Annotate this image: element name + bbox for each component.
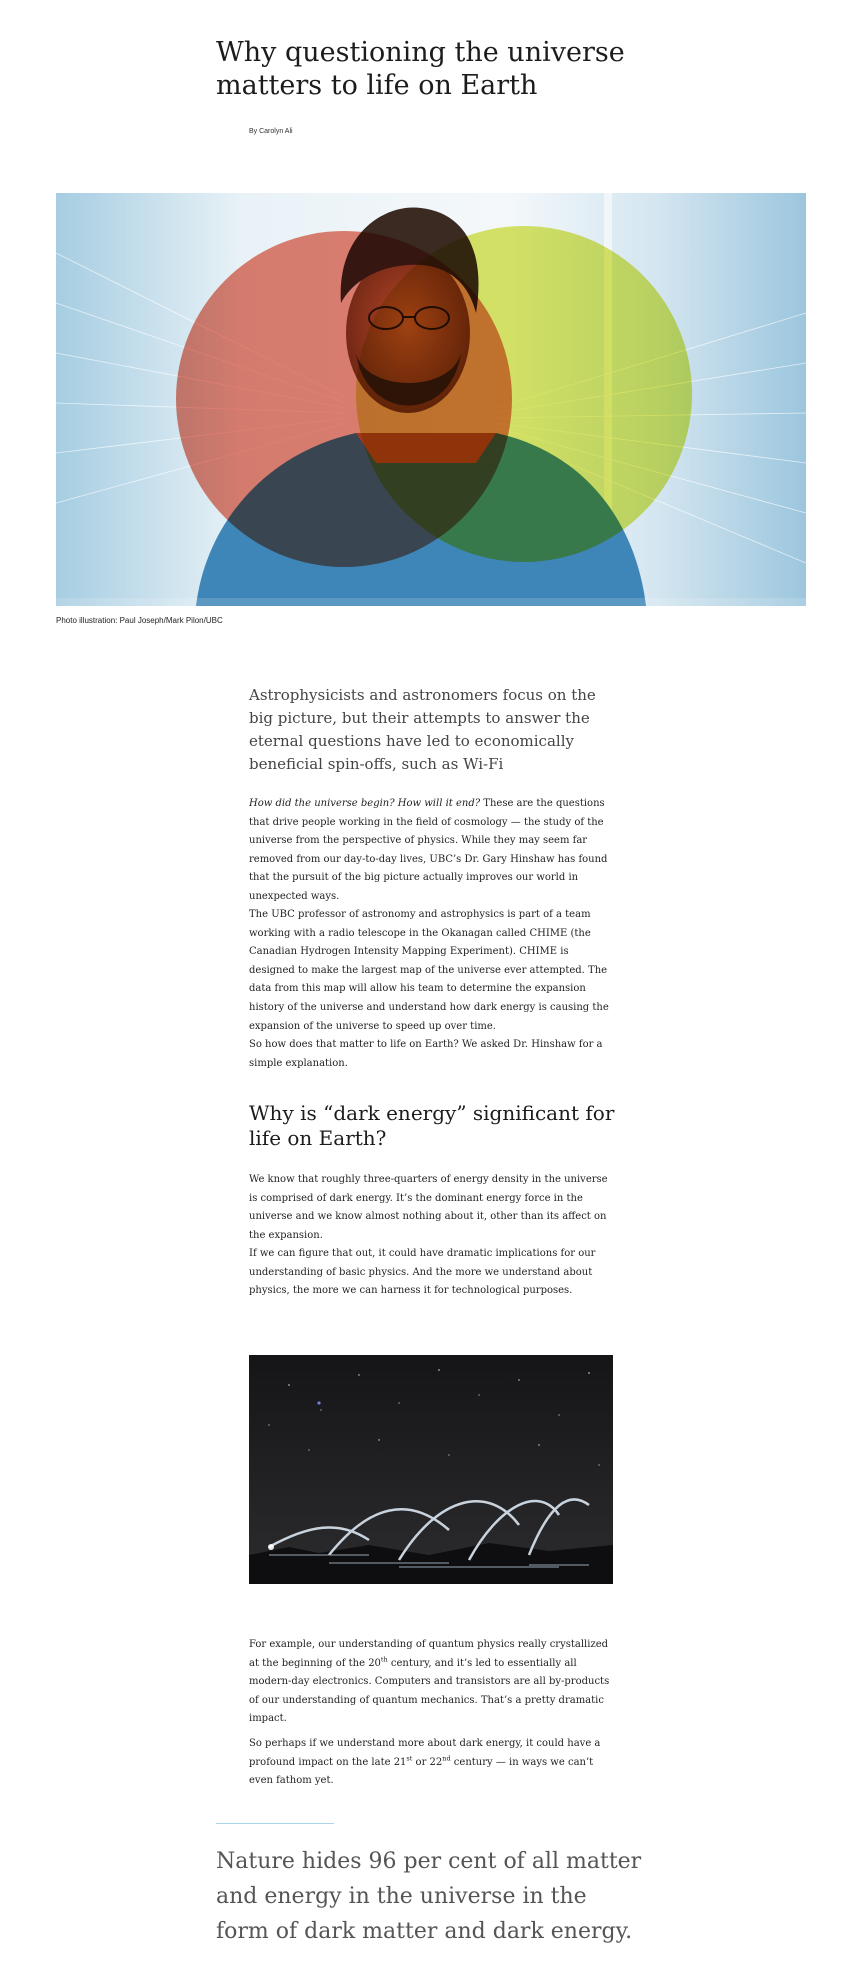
telescope-photo bbox=[249, 1355, 613, 1584]
hero-image bbox=[56, 193, 806, 606]
paragraph-3: So how does that matter to life on Earth? We asked Dr. Hinshaw for a simple explanation. bbox=[249, 1039, 603, 1069]
article-title: Why questioning the universe matters to life on Earth bbox=[216, 37, 625, 101]
paragraph-7-text-b: or 22 bbox=[412, 1756, 443, 1768]
paragraph-1-text: These are the questions that drive people working in the field of cosmology — the study of the universe from the perspective of physics. While they may seem far removed from our day-to-day lives, UBC’s Dr. Gary Hinshaw has found that the pursuit of the big picture actually improves our world in unexpected ways. bbox=[249, 798, 608, 902]
hero-caption: Photo illustration: Paul Joseph/Mark Pilon/UBC bbox=[56, 616, 223, 625]
paragraph-7-sup-1: st bbox=[406, 1754, 413, 1763]
paragraph-2: The UBC professor of astronomy and astrophysics is part of a team working with a radio telescope in the Okanagan called CHIME (the Canadian Hydrogen Intensity Mapping Experiment). CHIME is designed to make the largest map of the universe ever attempted. The data from this map will allow his team to determine the expansion history of the universe and understand how dark energy is causing the expansion of the universe to speed up over time. bbox=[249, 909, 609, 1032]
paragraph-7-text-a: So perhaps if we understand more about dark energy, it could have a profound impact on the late 21 bbox=[249, 1738, 601, 1768]
paragraph-7-text-c: century — in ways we can’t even fathom yet. bbox=[249, 1756, 594, 1787]
pullquote-rule bbox=[216, 1823, 334, 1824]
pullquote: Nature hides 96 per cent of all matter and energy in the universe in the form of dark matter and dark energy. bbox=[216, 1849, 642, 1944]
paragraph-6-text-a: For example, our understanding of quantum physics really crystallized at the beginning of the 20 bbox=[249, 1639, 609, 1669]
byline: By Carolyn Ali bbox=[249, 128, 293, 135]
paragraph-1-italic: How did the universe begin? How will it end? bbox=[249, 798, 481, 809]
telescope-icon bbox=[249, 1355, 613, 1584]
section-heading: Why is “dark energy” significant for life on Earth? bbox=[249, 1101, 615, 1150]
paragraph-7 bbox=[249, 1735, 615, 1791]
paragraph-6 bbox=[249, 1636, 615, 1729]
paragraph-1 bbox=[249, 795, 615, 907]
paragraph-4: We know that roughly three-quarters of energy density in the universe is comprised of dark energy. It’s the dominant energy force in the universe and we know almost nothing about it, other than its affect on the expansion. bbox=[249, 1174, 608, 1241]
paragraph-6-sup: th bbox=[380, 1655, 388, 1664]
paragraph-7-sup-2: nd bbox=[442, 1754, 451, 1763]
paragraph-6-text-b: century, and it’s led to essentially all modern-day electronics. Computers and transistors are all by-products of our understanding of quantum mechanics. That’s a pretty dramatic impact. bbox=[249, 1657, 610, 1725]
paragraph-5: If we can figure that out, it could have dramatic implications for our understanding of basic physics. And the more we understand about physics, the more we can harness it for technological purposes. bbox=[249, 1248, 596, 1297]
article-lead: Astrophysicists and astronomers focus on the big picture, but their attempts to answer the eternal questions have led to economically beneficial spin-offs, such as Wi-Fi bbox=[249, 686, 596, 773]
